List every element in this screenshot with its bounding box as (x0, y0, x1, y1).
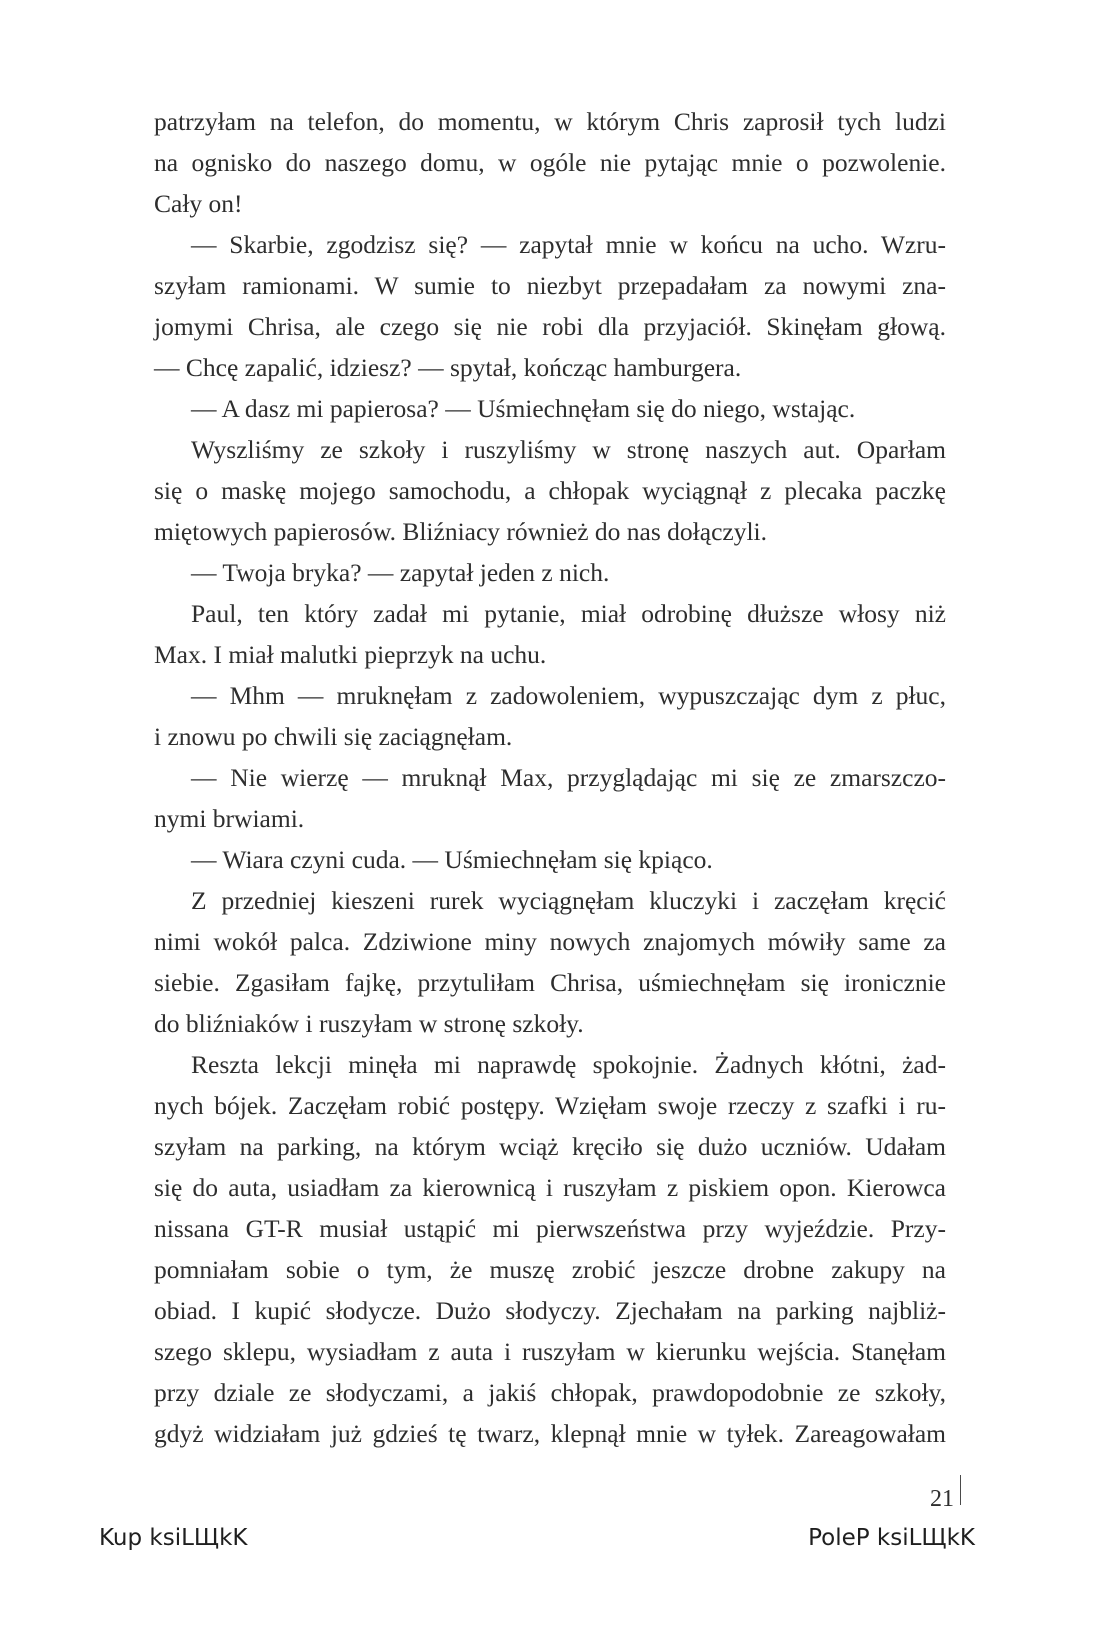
text-line: Paul, ten który zadał mi pytanie, miał odrobinę dłuższe włosy niż (191, 599, 946, 628)
text-line: — Mhm — mruknęłam z zadowoleniem, wypuszczając dym z płuc, (191, 681, 946, 710)
text-line: przy dziale ze słodyczami, a jakiś chłopak, prawdopodobnie ze szkoły, (154, 1378, 946, 1407)
recommend-book-link[interactable]: PoleP ksiLЩkK (808, 1525, 975, 1551)
page-number: 21 (930, 1486, 954, 1512)
text-line: — Nie wierzę — mruknął Max, przyglądając mi się ze zmarszczo- (191, 763, 946, 792)
text-line: gdyż widziałam już gdzieś tę twarz, klepnął mnie w tyłek. Zareagowałam (154, 1419, 946, 1448)
text-line: nymi brwiami. (154, 804, 305, 833)
text-line: miętowych papierosów. Bliźniacy również do nas dołączyli. (154, 517, 767, 546)
text-line: i znowu po chwili się zaciągnęłam. (154, 722, 513, 751)
text-line: — Wiara czyni cuda. — Uśmiechnęłam się kpiąco. (191, 845, 713, 874)
text-line: — A dasz mi papierosa? — Uśmiechnęłam się do niego, wstając. (191, 394, 856, 423)
text-line: pomniałam sobie o tym, że muszę zrobić jeszcze drobne zakupy na (154, 1255, 946, 1284)
text-line: nissana GT-R musiał ustąpić mi pierwszeństwa przy wyjeździe. Przy- (154, 1214, 946, 1243)
text-line: patrzyłam na telefon, do momentu, w którym Chris zaprosił tych ludzi (154, 107, 946, 136)
text-line: się do auta, usiadłam za kierownicą i ruszyłam z piskiem opon. Kierowca (154, 1173, 946, 1202)
text-line: Max. I miał malutki pieprzyk na uchu. (154, 640, 547, 669)
text-line: do bliźniaków i ruszyłam w stronę szkoły. (154, 1009, 584, 1038)
text-line: Reszta lekcji minęła mi naprawdę spokojnie. Żadnych kłótni, żad- (191, 1050, 946, 1079)
text-line: — Skarbie, zgodzisz się? — zapytał mnie w końcu na ucho. Wzru- (191, 230, 946, 259)
text-line: — Twoja bryka? — zapytał jeden z nich. (191, 558, 610, 587)
text-line: szego sklepu, wysiadłam z auta i ruszyłam w kierunku wejścia. Stanęłam (154, 1337, 946, 1366)
text-line: — Chcę zapalić, idziesz? — spytał, kończąc hamburgera. (154, 353, 742, 382)
text-line: jomymi Chrisa, ale czego się nie robi dla przyjaciół. Skinęłam głową. (154, 312, 946, 341)
text-line: szyłam ramionami. W sumie to niezbyt przepadałam za nowymi zna- (154, 271, 946, 300)
page-number-divider (960, 1475, 961, 1505)
buy-book-link[interactable]: Kup ksiLЩkK (99, 1525, 248, 1551)
text-line: obiad. I kupić słodycze. Dużo słodyczy. Zjechałam na parking najbliż- (154, 1296, 946, 1325)
text-line: siebie. Zgasiłam fajkę, przytuliłam Chrisa, uśmiechnęłam się ironicznie (154, 968, 946, 997)
text-line: się o maskę mojego samochodu, a chłopak wyciągnął z plecaka paczkę (154, 476, 946, 505)
text-line: Z przedniej kieszeni rurek wyciągnęłam kluczyki i zaczęłam kręcić (191, 886, 946, 915)
text-line: Wyszliśmy ze szkoły i ruszyliśmy w stronę naszych aut. Oparłam (191, 435, 946, 464)
text-line: nych bójek. Zaczęłam robić postępy. Wzięłam swoje rzeczy z szafki i ru- (154, 1091, 946, 1120)
text-line: Cały on! (154, 189, 243, 218)
text-line: nimi wokół palca. Zdziwione miny nowych znajomych mówiły same za (154, 927, 946, 956)
text-line: na ognisko do naszego domu, w ogóle nie pytając mnie o pozwolenie. (154, 148, 946, 177)
text-line: szyłam na parking, na którym wciąż kręciło się dużo uczniów. Udałam (154, 1132, 946, 1161)
